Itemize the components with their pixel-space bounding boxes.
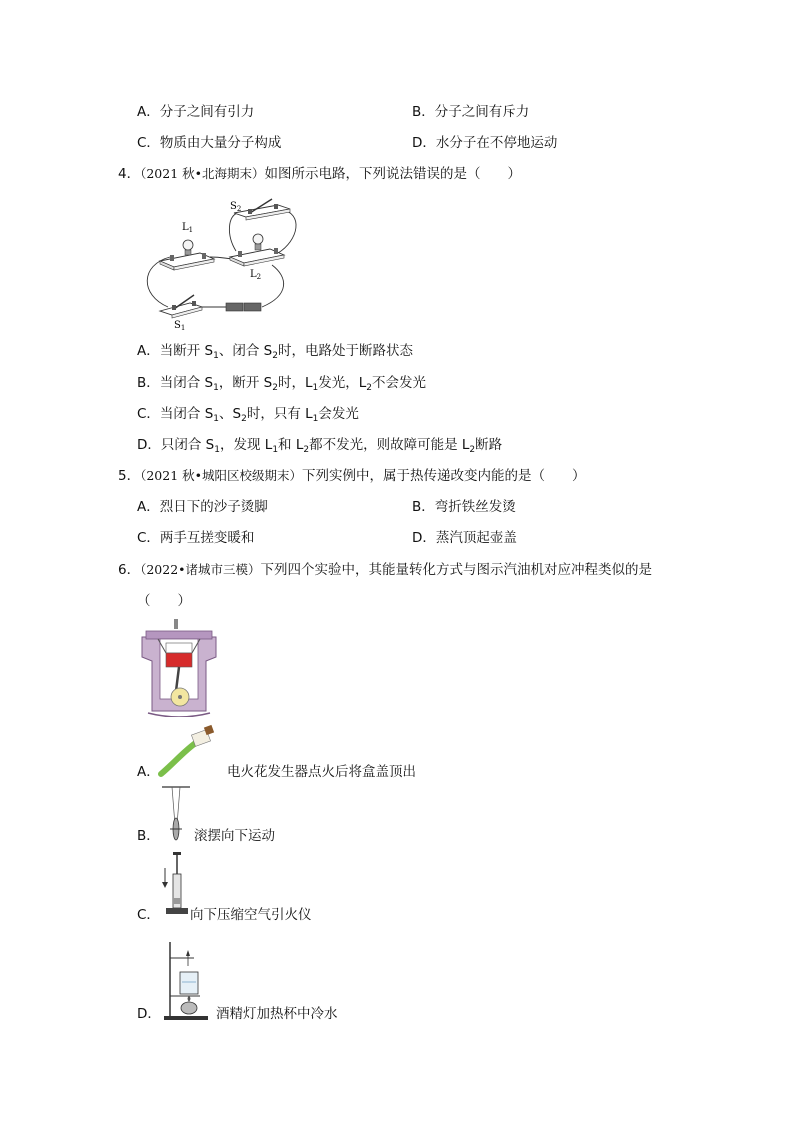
q6-option-b-letter: B． [137, 828, 160, 844]
q3-option-c: C．物质由大量分子构成 [137, 135, 282, 151]
label-l1: $L_1$ [182, 222, 194, 234]
q4-option-d: D．只闭合 $S_1$，发现 $L_1$和 $L_2$都不发光，则故障可能是 $L_2$断路 [137, 437, 503, 455]
engine-diagram [138, 617, 220, 717]
q6-option-c-text: 向下压缩空气引火仪 [190, 907, 312, 923]
label-s2: $S_2$ [230, 201, 242, 213]
q6-answer-paren: （ ） [137, 593, 191, 609]
q4-question: 如图所示电路，下列说法错误的是（ ） [264, 166, 522, 182]
q6-source: （2022•诸城市三模） [140, 562, 261, 577]
q6-option-b-text: 滚摆向下运动 [194, 828, 275, 844]
q4-source: （2021 秋•北海期末） [140, 166, 265, 181]
q3-option-b: B．分子之间有斥力 [412, 104, 530, 120]
q5-option-b: B．弯折铁丝发烫 [412, 499, 516, 515]
q4-option-a: A．当断开 $S_1$、闭合 $S_2$时，电路处于断路状态 [137, 343, 413, 361]
q5-option-a: A．烈日下的沙子烫脚 [137, 499, 268, 515]
q4-number: 4． [118, 166, 141, 182]
circuit-diagram [140, 195, 300, 335]
q5-stem [118, 467, 586, 485]
q3-option-d: D．水分子在不停地运动 [412, 135, 558, 151]
q4-stem [118, 165, 521, 183]
q5-question: 下列实例中，属于热传递改变内能的是（ ） [302, 468, 586, 484]
q3-option-a: A．分子之间有引力 [137, 104, 255, 120]
q5-source: （2021 秋•城阳区校级期末） [140, 468, 303, 483]
fire-syringe-figure [160, 850, 192, 922]
q6-question: 下列四个实验中，其能量转化方式与图示汽油机对应冲程类似的是 [260, 562, 653, 578]
pendulum-figure [160, 785, 192, 845]
q6-option-d-letter: D． [137, 1006, 161, 1022]
label-s1: $S_1$ [174, 320, 186, 332]
label-l2: $L_2$ [250, 269, 262, 281]
q4-option-b: B．当闭合 $S_1$，断开 $S_2$时，$L_1$发光，$L_2$不会发光 [137, 375, 426, 393]
spark-box-figure [157, 724, 219, 780]
q4-option-c: C．当闭合 $S_1$、$S_2$时，只有 $L_1$会发光 [137, 406, 359, 424]
alcohol-lamp-figure [160, 938, 212, 1022]
q6-option-a-letter: A． [137, 764, 160, 780]
q6-option-a-text: 电火花发生器点火后将盒盖顶出 [227, 764, 416, 780]
q6-option-c-letter: C． [137, 907, 160, 923]
q6-number: 6． [118, 562, 141, 578]
q6-option-d-text: 酒精灯加热杯中冷水 [216, 1006, 338, 1022]
q6-stem [118, 561, 652, 579]
q5-number: 5． [118, 468, 141, 484]
q5-option-c: C．两手互搓变暖和 [137, 530, 255, 546]
q5-option-d: D．蒸汽顶起壶盖 [412, 530, 517, 546]
